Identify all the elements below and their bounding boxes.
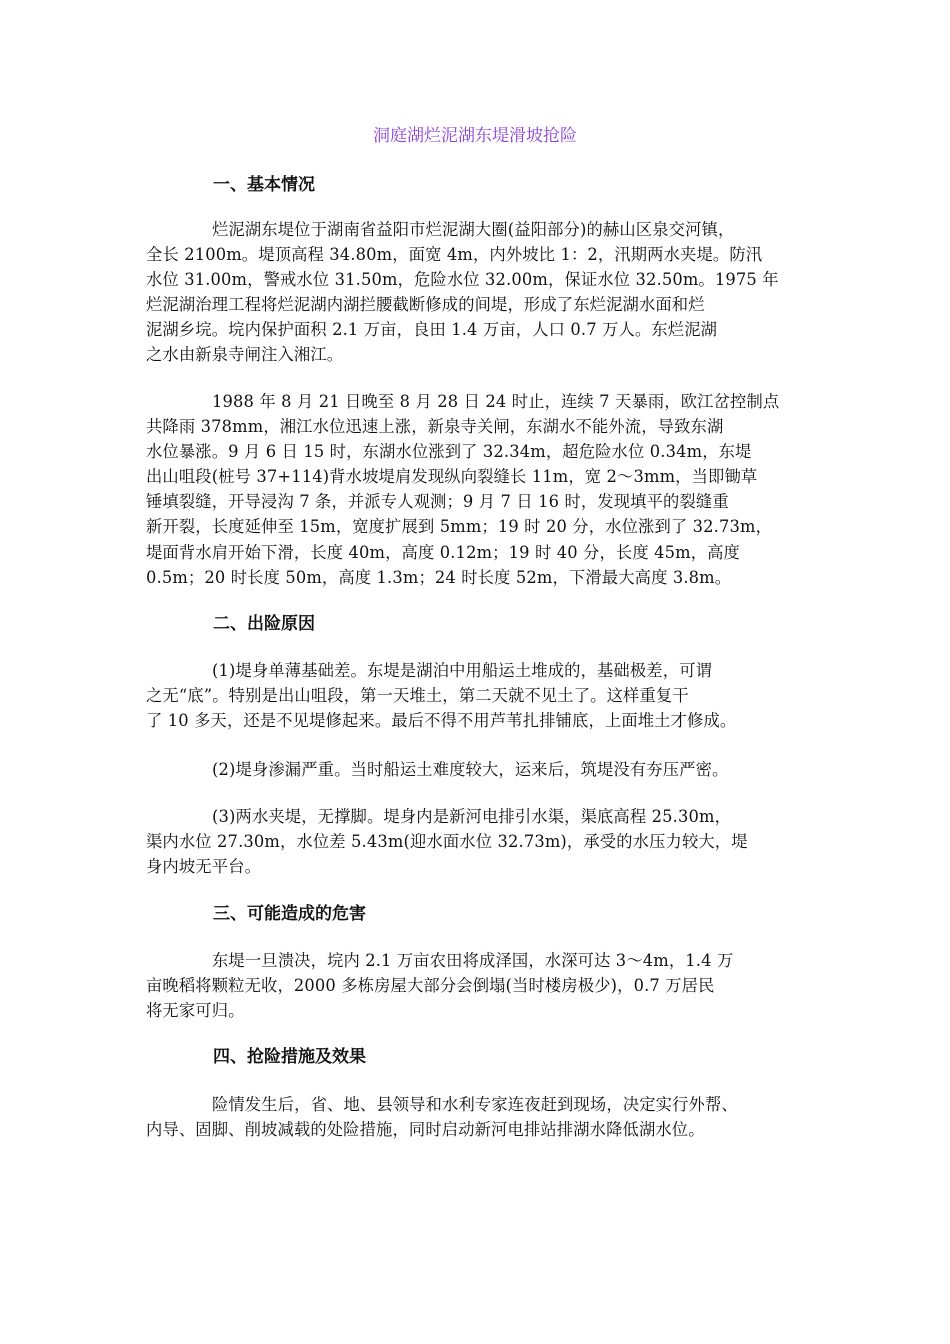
text-line: 新开裂，长度延伸至 15m，宽度扩展到 5mm；19 时 20 分，水位涨到了 32.73m， <box>146 517 773 537</box>
text-line: 水位暴涨。9 月 6 日 15 时，东湖水位涨到了 32.34m，超危险水位 0.34m，东堤 <box>146 442 752 462</box>
text-line: 险情发生后，省、地、县领导和水利专家连夜赶到现场，决定实行外帮、 <box>212 1095 738 1114</box>
text-line: 泥湖乡垸。垸内保护面积 2.1 万亩，良田 1.4 万亩，人口 0.7 万人。东烂泥湖 <box>146 320 718 340</box>
text-line: 亩晚稻将颗粒无收，2000 多栋房屋大部分会倒塌(当时楼房极少)，0.7 万居民 <box>146 976 715 996</box>
text-line: (3)两水夹堤，无撑脚。堤身内是新河电排引水渠，渠底高程 25.30m， <box>212 807 732 826</box>
text-line: 内导、固脚、削坡减载的处险措施，同时启动新河电排站排湖水降低湖水位。 <box>146 1120 705 1140</box>
text-line: 锤填裂缝，开导浸沟 7 条，并派专人观测；9 月 7 日 16 时，发现填平的裂缝重 <box>146 492 729 512</box>
text-line: 之水由新泉寺闸注入湘江。 <box>146 345 344 365</box>
text-line: (1)堤身单薄基础差。东堤是湖泊中用船运土堆成的，基础极差，可谓 <box>212 661 713 680</box>
text-line: 渠内水位 27.30m，水位差 5.43m(迎水面水位 32.73m)，承受的水压力较大，堤 <box>146 832 748 852</box>
text-line: (2)堤身渗漏严重。当时船运土难度较大，运来后，筑堤没有夯压严密。 <box>212 760 729 779</box>
section-heading-basic-situation: 一、基本情况 <box>213 175 315 195</box>
paragraph-cause-1 <box>146 658 836 733</box>
section-heading-measures: 四、抢险措施及效果 <box>213 1047 366 1067</box>
text-line: 水位 31.00m，警戒水位 31.50m，危险水位 32.00m，保证水位 32.50m。1975 年 <box>146 270 779 290</box>
paragraph-basic-situation-1 <box>146 217 836 368</box>
section-heading-hazards: 三、可能造成的危害 <box>213 904 366 924</box>
text-line: 共降雨 378mm，湘江水位迅速上涨，新泉寺关闸，东湖水不能外流，导致东湖 <box>146 417 724 437</box>
text-line: 烂泥湖治理工程将烂泥湖内湖拦腰截断修成的间堤，形成了东烂泥湖水面和烂 <box>146 295 705 315</box>
text-line: 之无“底”。特别是出山咀段，第一天堆土，第二天就不见土了。这样重复干 <box>146 686 689 706</box>
text-line: 0.5m；20 时长度 50m，高度 1.3m；24 时长度 52m，下滑最大高度 3.8m。 <box>146 567 732 587</box>
paragraph-measures-1 <box>146 1092 836 1142</box>
document-title: 洞庭湖烂泥湖东堤滑坡抢险 <box>373 126 577 146</box>
text-line: 烂泥湖东堤位于湖南省益阳市烂泥湖大圈(益阳部分)的赫山区泉交河镇， <box>212 220 735 239</box>
text-line: 全长 2100m。堤顶高程 34.80m，面宽 4m，内外坡比 1：2，汛期两水夹堤。防汛 <box>146 245 763 265</box>
text-line: 将无家可归。 <box>146 1001 245 1021</box>
paragraph-cause-3 <box>146 804 836 879</box>
text-line: 东堤一旦溃决，垸内 2.1 万亩农田将成泽国，水深可达 3～4m，1.4 万 <box>212 951 734 970</box>
section-heading-cause: 二、出险原因 <box>213 614 315 634</box>
text-line: 1988 年 8 月 21 日晚至 8 月 28 日 24 时止，连续 7 天暴雨，欧江岔控制点 <box>212 392 780 411</box>
text-line: 身内坡无平台。 <box>146 857 262 877</box>
paragraph-hazards-1 <box>146 948 836 1023</box>
text-line: 了 10 多天，还是不见堤修起来。最后不得不用芦苇扎排铺底，上面堆土才修成。 <box>146 711 737 731</box>
paragraph-cause-2 <box>146 757 836 782</box>
text-line: 堤面背水肩开始下滑，长度 40m，高度 0.12m；19 时 40 分，长度 45m，高度 <box>146 542 740 562</box>
paragraph-basic-situation-2 <box>146 389 836 590</box>
text-line: 出山咀段(桩号 37+114)背水坡堤肩发现纵向裂缝长 11m，宽 2～3mm，当即锄草 <box>146 467 758 487</box>
